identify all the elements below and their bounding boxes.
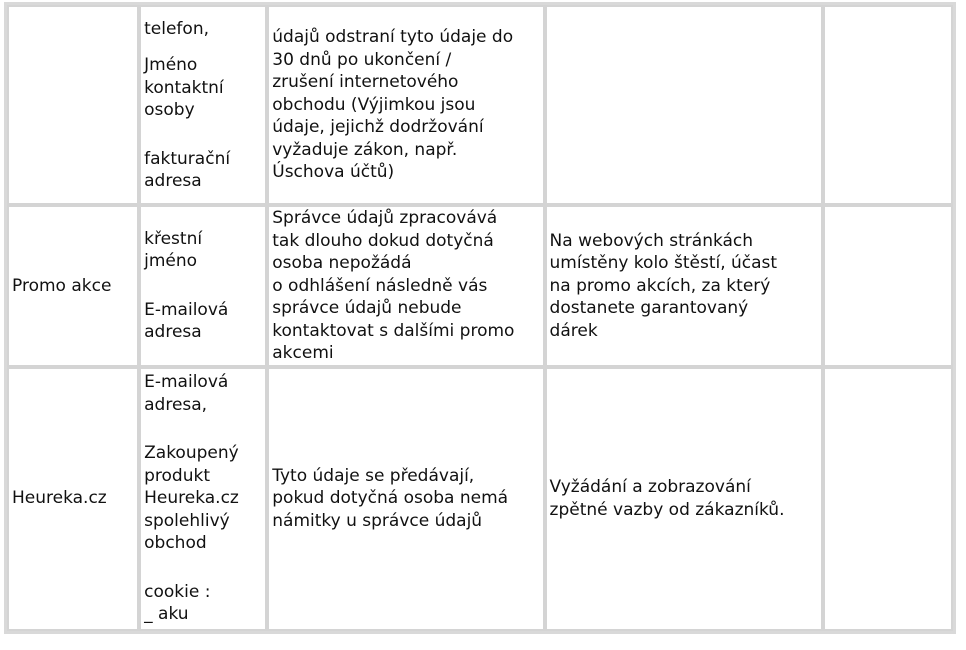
table-row (7, 5, 953, 205)
purpose-line: Na webových stránkách (549, 230, 754, 251)
purpose-cell (545, 5, 823, 205)
data-item: Zakoupený (144, 443, 239, 464)
retention-line: obchodu (Výjimkou jsou (272, 94, 476, 115)
data-item: fakturační (144, 148, 231, 169)
table-row (7, 205, 953, 367)
retention-line: o odhlášení následně vás (272, 275, 488, 296)
extra-cell (823, 367, 953, 631)
data-processing-table (4, 2, 956, 634)
data-items-cell (139, 5, 267, 205)
purpose-cell (545, 205, 823, 367)
data-item: E-mailová (144, 372, 229, 393)
retention-line: akcemi (272, 343, 334, 363)
data-item: obchod (144, 533, 207, 554)
data-item: Heureka.cz (144, 488, 239, 509)
data-item: osoby (144, 100, 195, 120)
purpose-line: dárek (549, 320, 598, 341)
retention-line: 30 dnů po ukončení / (272, 49, 452, 70)
retention-cell (267, 5, 544, 205)
retention-cell (267, 205, 544, 367)
retention-line: pokud dotyčná osoba nemá (272, 488, 509, 509)
retention-line: tak dlouho dokud dotyčná (272, 230, 494, 251)
data-item: adresa (144, 322, 202, 343)
data-item: křestní (144, 228, 203, 249)
data-item: telefon, (144, 18, 209, 39)
purpose-line: umístěny kolo štěstí, účast (549, 253, 778, 273)
retention-line: údaje, jejichž dodržování (272, 117, 484, 138)
retention-line: vyžaduje zákon, např. (272, 139, 458, 160)
category-cell: Promo akce (7, 205, 139, 367)
extra-cell (823, 5, 953, 205)
data-item: adresa (144, 171, 202, 191)
retention-line: osoba nepožádá (272, 253, 412, 273)
retention-line: zrušení internetového (272, 72, 459, 93)
retention-line: správce údajů nebude (272, 298, 462, 318)
retention-line: kontaktovat s dalšími promo (272, 320, 515, 341)
table-row (7, 367, 953, 631)
data-item: cookie : (144, 581, 211, 602)
retention-line: Tyto údaje se předávají, (272, 465, 475, 486)
retention-line: údajů odstraní tyto údaje do (272, 27, 514, 48)
purpose-line: na promo akcích, za který (549, 275, 771, 296)
purpose-line: dostanete garantovaný (549, 298, 749, 318)
data-item: _ aku (144, 604, 189, 625)
extra-cell (823, 205, 953, 367)
purpose-line: zpětné vazby od zákazníků. (549, 499, 785, 520)
data-item: spolehlivý (144, 510, 230, 531)
data-item: adresa, (144, 394, 208, 415)
data-item: Jméno (144, 55, 198, 75)
data-item: jméno (144, 251, 198, 272)
purpose-line: Vyžádání a zobrazování (549, 477, 751, 497)
purpose-cell (545, 367, 823, 631)
data-items-cell (139, 367, 267, 631)
category-cell (7, 5, 139, 205)
retention-cell (267, 367, 544, 631)
data-items-cell (139, 205, 267, 367)
data-item: produkt (144, 465, 211, 486)
data-item: E-mailová (144, 299, 229, 320)
data-item: kontaktní (144, 77, 224, 98)
retention-line: námitky u správce údajů (272, 510, 483, 531)
retention-line: Úschova účtů) (272, 162, 395, 183)
category-cell: Heureka.cz (7, 367, 139, 631)
retention-line: Správce údajů zpracovává (272, 208, 498, 228)
